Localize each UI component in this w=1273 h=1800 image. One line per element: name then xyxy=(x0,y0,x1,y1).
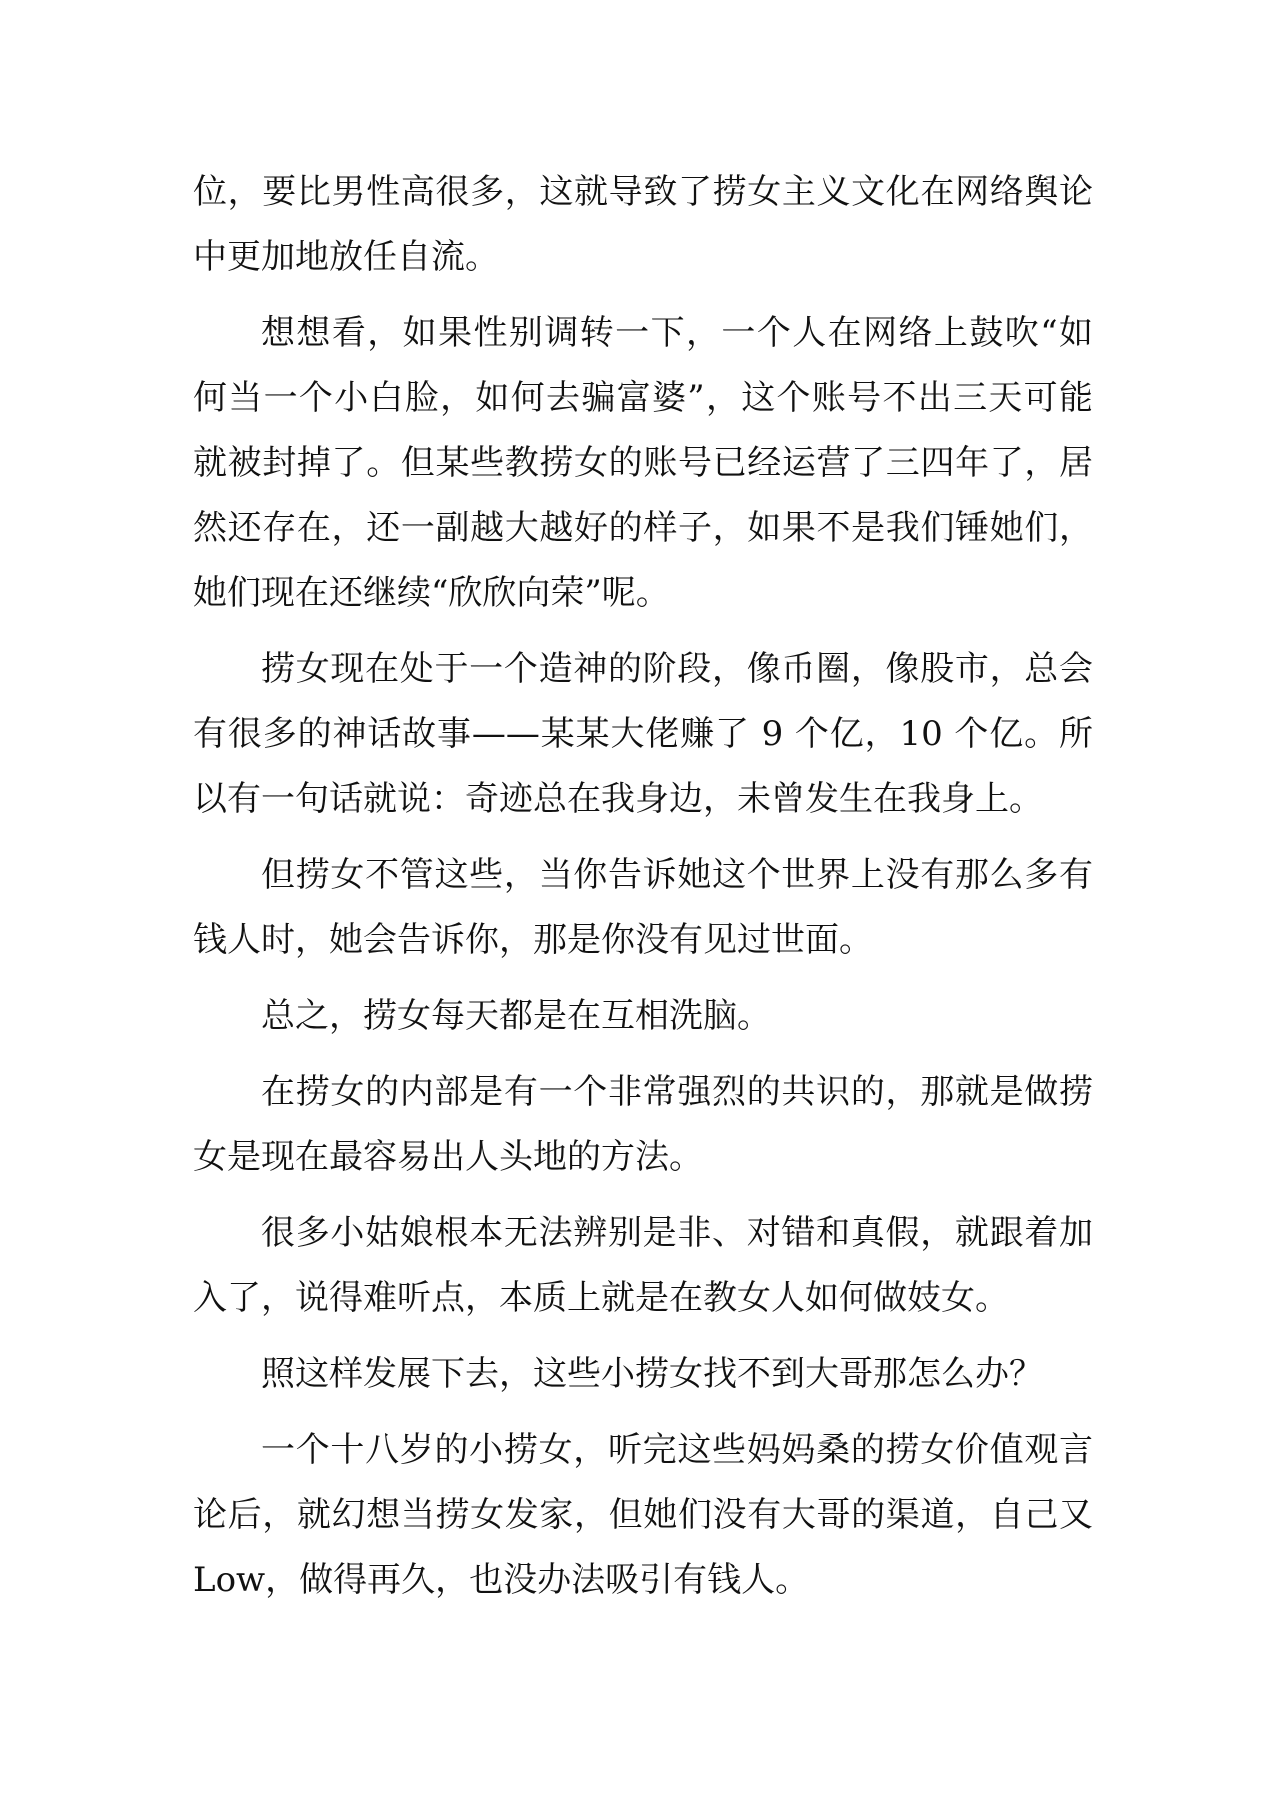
paragraph-7: 很多小姑娘根本无法辨别是非、对错和真假，就跟着加入了，说得难听点，本质上就是在教女人如何做妓女。 xyxy=(193,1213,1093,1318)
paragraph-5: 总之，捞女每天都是在互相洗脑。 xyxy=(261,996,771,1036)
paragraph-8: 照这样发展下去，这些小捞女找不到大哥那怎么办？ xyxy=(261,1354,1043,1394)
paragraph-6: 在捞女的内部是有一个非常强烈的共识的，那就是做捞女是现在最容易出人头地的方法。 xyxy=(193,1072,1093,1177)
paragraph-3: 捞女现在处于一个造神的阶段，像币圈，像股市，总会有很多的神话故事——某某大佬赚了 9 个亿，10 个亿。所以有一句话就说：奇迹总在我身边，未曾发生在我身上。 xyxy=(193,649,1093,819)
paragraph-1: 位，要比男性高很多，这就导致了捞女主义文化在网络舆论中更加地放任自流。 xyxy=(193,172,1093,277)
paragraph-4: 但捞女不管这些，当你告诉她这个世界上没有那么多有钱人时，她会告诉你，那是你没有见过世面。 xyxy=(193,855,1093,960)
document-body xyxy=(193,160,1093,1624)
paragraph-2: 想想看，如果性别调转一下，一个人在网络上鼓吹“如何当一个小白脸，如何去骗富婆”，这个账号不出三天可能就被封掉了。但某些教捞女的账号已经运营了三四年了，居然还存在，还一副越大越好的样子，如果不是我们锤她们，她们现在还继续“欣欣向荣”呢。 xyxy=(193,313,1093,613)
paragraph-9: 一个十八岁的小捞女，听完这些妈妈桑的捞女价值观言论后，就幻想当捞女发家，但她们没有大哥的渠道，自己又 Low，做得再久，也没办法吸引有钱人。 xyxy=(193,1430,1093,1600)
